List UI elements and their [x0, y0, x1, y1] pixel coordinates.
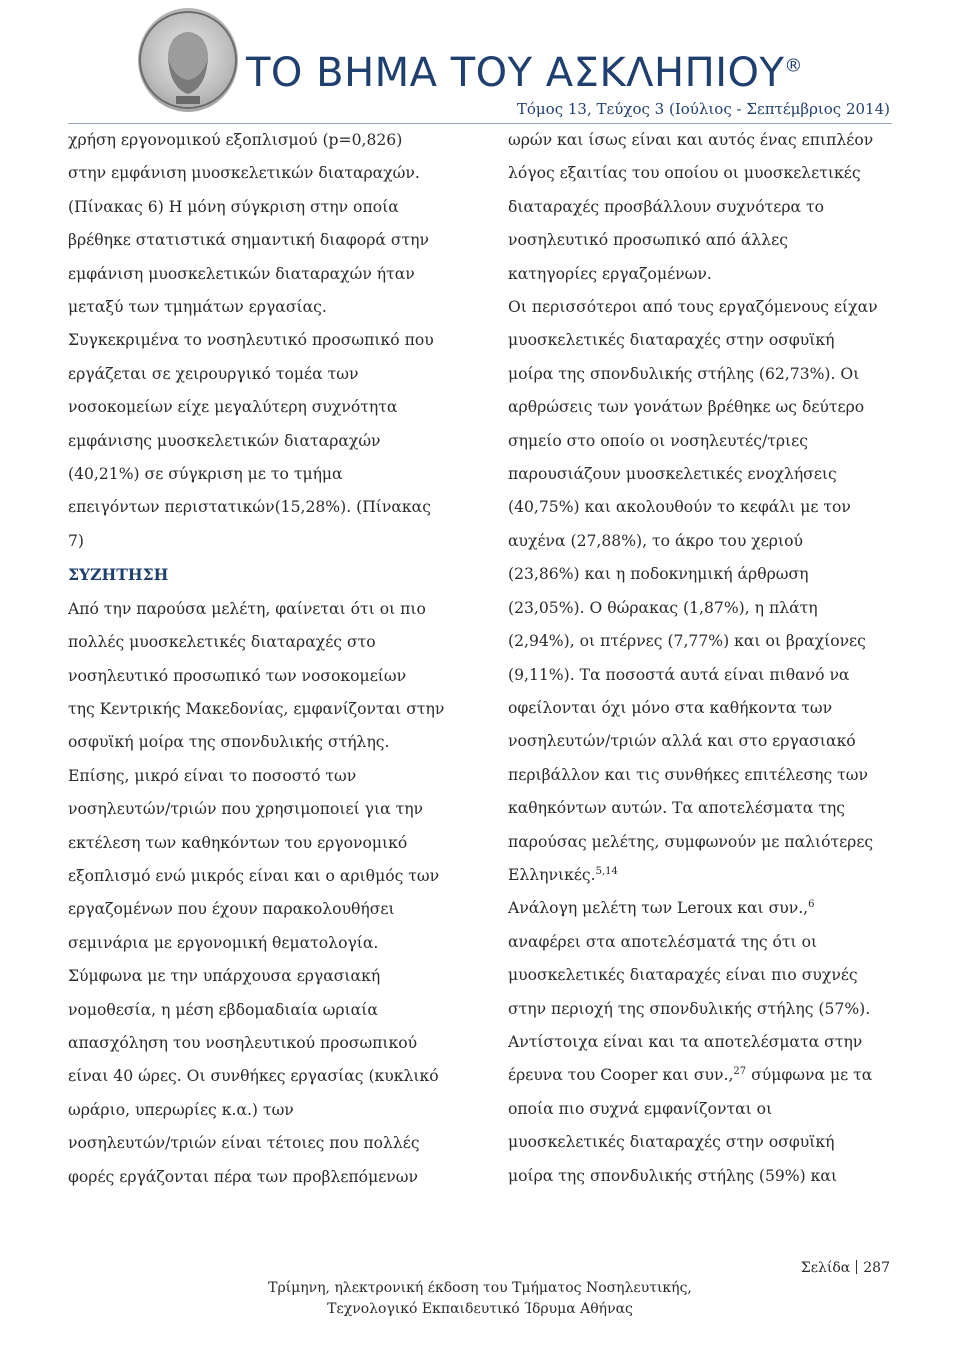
- right-paragraph-3b: αναφέρει στα αποτελέσματά της ότι οι μυοσκελετικές διαταραχές είναι πιο συχνές στην περιοχή της σπονδυλικής στήλης (57%). Αντίστοιχα είναι και τα αποτελέσματα στην έρευνα του Cooper και συν.,: [508, 932, 871, 1085]
- reference-superscript: 5,14: [595, 865, 618, 877]
- footer: [0, 1278, 960, 1320]
- right-column: [508, 124, 892, 1193]
- left-paragraph-2: Από την παρούσα μελέτη, φαίνεται ότι οι πιο πολλές μυοσκελετικές διαταραχές στο νοσηλευτικό προσωπικό των νοσοκομείων της Κεντρικής Μακεδονίας, εμφανίζονται στην οσφυϊκή μοίρα της σπονδυλικής στήλης. Επίσης, μικρό είναι το ποσοστό των νοσηλευτών/τριών που χρησιμοποιεί για την εκτέλεση των καθηκόντων του εργονομικό εξοπλισμό ενώ μικρός είναι και ο αριθμός των εργαζομένων που έχουν παρακολουθήσει σεμινάρια με εργονομική θεματολογία. Σύμφωνα με την υπάρχουσα εργασιακή νομοθεσία, η μέση εβδομαδιαία ωριαία απασχόληση του νοσηλευτικού προσωπικού είναι 40 ώρες. Οι συνθήκες εργασίας (κυκλικό ωράριο, υπερωρίες κ.α.) των νοσηλευτών/τριών είναι τέτοιες που πολλές φορές εργάζονται πέρα των προβλεπόμενων: [68, 599, 445, 1186]
- section-heading: ΣΥΖΗΤΗΣΗ: [68, 565, 169, 585]
- registered-mark: ®: [784, 55, 803, 77]
- right-paragraph-1: ωρών και ίσως είναι και αυτός ένας επιπλέον λόγος εξαιτίας του οποίου οι μυοσκελετικές διαταραχές προσβάλλουν συχνότερα το νοσηλευτικό προσωπικό από άλλες κατηγορίες εργαζομένων.: [508, 131, 874, 283]
- page-label: Σελίδα: [800, 1260, 851, 1276]
- journal-title: [246, 50, 803, 96]
- left-paragraph-1: χρήση εργονομικού εξοπλισμού (p=0,826) στην εμφάνιση μυοσκελετικών διαταραχών. (Πίνακας 6) Η μόνη σύγκριση στην οποία βρέθηκε στατιστικά σημαντική διαφορά στην εμφάνιση μυοσκελετικών διαταραχών ήταν μεταξύ των τμημάτων εργασίας. Συγκεκριμένα το νοσηλευτικό προσωπικό που εργάζεται σε χειρουργικό τομέα των νοσοκομείων είχε μεγαλύτερη συχνότητα εμφάνισης μυοσκελετικών διαταραχών (40,21%) σε σύγκριση με το τμήμα επειγόντων περιστατικών(15,28%). (Πίνακας 7): [68, 131, 434, 550]
- page-number-value: 287: [863, 1260, 890, 1276]
- reference-superscript: 27: [733, 1066, 747, 1078]
- right-paragraph-3c: σύμφωνα με τα οποία πιο συχνά εμφανίζονται οι μυοσκελετικές διαταραχές στην οσφυϊκή μοίρα της σπονδυλικής στήλης (59%) και: [508, 1066, 873, 1185]
- journal-logo: [138, 8, 238, 112]
- right-paragraph-2: Οι περισσότεροι από τους εργαζόμενους είχαν μυοσκελετικές διαταραχές στην οσφυϊκή μοίρα της σπονδυλικής στήλης (62,73%). Οι αρθρώσεις των γονάτων βρέθηκε ως δεύτερο σημείο στο οποίο οι νοσηλευτές/τριες παρουσιάζουν μυοσκελετικές ενοχλήσεις (40,75%) και ακολουθούν το κεφάλι με τον αυχένα (27,88%), το άκρο του χεριού (23,86%) και η ποδοκνημική άρθρωση (23,05%). Ο θώρακας (1,87%), η πλάτη (2,94%), οι πτέρνες (7,77%) και οι βραχίονες (9,11%). Τα ποσοστά αυτά είναι πιθανό να οφείλονται όχι μόνο στα καθήκοντα των νοσηλευτών/τριών αλλά και στο εργασιακό περιβάλλον και τις συνθήκες επιτέλεσης των καθηκόντων αυτών. Τα αποτελέσματα της παρούσας μελέτης, συμφωνούν με παλιότερες Ελληνικές.: [508, 298, 878, 884]
- journal-title-text: ΤΟ ΒΗΜΑ ΤΟΥ ΑΣΚΛΗΠΙΟΥ: [246, 50, 785, 96]
- right-paragraph-3a: Ανάλογη μελέτη των Leroux και συν.,: [508, 899, 809, 918]
- page-number: [801, 1260, 890, 1276]
- asklepios-bust-icon: [138, 8, 238, 112]
- left-column: [68, 124, 452, 1194]
- page-separator: [856, 1260, 857, 1274]
- issue-info: Τόμος 13, Τεύχος 3 (Ιούλιος - Σεπτέμβριος 2014): [516, 100, 890, 118]
- footer-line-2: Τεχνολογικό Εκπαιδευτικό Ίδρυμα Αθήνας: [327, 1301, 633, 1317]
- footer-line-1: Τρίμηνη, ηλεκτρονική έκδοση του Τμήματος Νοσηλευτικής,: [268, 1280, 692, 1296]
- reference-superscript: 6: [808, 899, 815, 911]
